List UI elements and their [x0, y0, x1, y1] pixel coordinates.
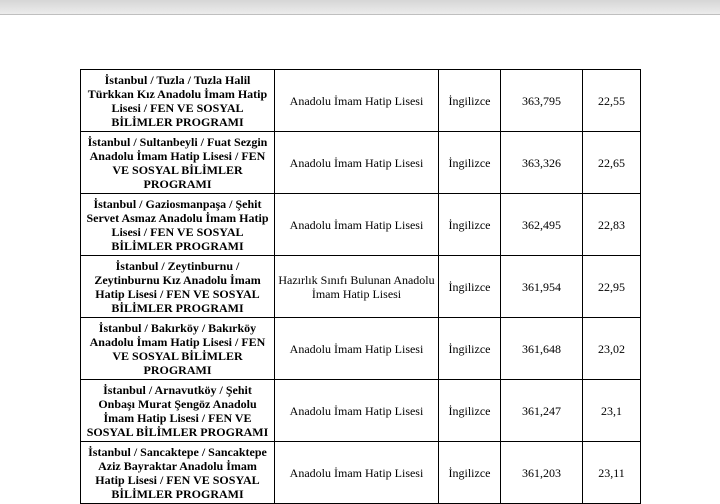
language-cell: İngilizce	[439, 194, 501, 256]
school-type-cell: Anadolu İmam Hatip Lisesi	[275, 70, 439, 132]
percentile-cell: 22,65	[583, 132, 641, 194]
language-cell: İngilizce	[439, 442, 501, 504]
document-page	[0, 15, 720, 500]
table-row	[81, 256, 641, 318]
school-name-cell: İstanbul / Sancaktepe / Sancaktepe Aziz Bayraktar Anadolu İmam Hatip Lisesi / FEN VE SOSYAL BİLİMLER PROGRAMI	[81, 442, 275, 504]
percentile-cell: 22,55	[583, 70, 641, 132]
percentile-cell: 23,11	[583, 442, 641, 504]
score-cell: 361,203	[501, 442, 583, 504]
percentile-cell: 22,83	[583, 194, 641, 256]
percentile-cell: 22,95	[583, 256, 641, 318]
school-name-cell: İstanbul / Gaziosmanpaşa / Şehit Servet Asmaz Anadolu İmam Hatip Lisesi / FEN VE SOSYAL BİLİMLER PROGRAMI	[81, 194, 275, 256]
school-type-cell: Anadolu İmam Hatip Lisesi	[275, 380, 439, 442]
school-type-cell: Anadolu İmam Hatip Lisesi	[275, 442, 439, 504]
language-cell: İngilizce	[439, 256, 501, 318]
school-name-cell: İstanbul / Bakırköy / Bakırköy Anadolu İmam Hatip Lisesi / FEN VE SOSYAL BİLİMLER PROGRAMI	[81, 318, 275, 380]
school-name-cell: İstanbul / Sultanbeyli / Fuat Sezgin Anadolu İmam Hatip Lisesi / FEN VE SOSYAL BİLİMLER PROGRAMI	[81, 132, 275, 194]
percentile-cell: 23,1	[583, 380, 641, 442]
table-row	[81, 132, 641, 194]
table-row	[81, 318, 641, 380]
score-cell: 361,954	[501, 256, 583, 318]
score-cell: 363,326	[501, 132, 583, 194]
school-name-cell: İstanbul / Tuzla / Tuzla Halil Türkkan Kız Anadolu İmam Hatip Lisesi / FEN VE SOSYAL BİLİMLER PROGRAMI	[81, 70, 275, 132]
language-cell: İngilizce	[439, 318, 501, 380]
language-cell: İngilizce	[439, 70, 501, 132]
school-results-table	[80, 69, 641, 504]
language-cell: İngilizce	[439, 380, 501, 442]
table-row	[81, 442, 641, 504]
school-name-cell: İstanbul / Zeytinburnu / Zeytinburnu Kız Anadolu İmam Hatip Lisesi / FEN VE SOSYAL BİLİMLER PROGRAMI	[81, 256, 275, 318]
percentile-cell: 23,02	[583, 318, 641, 380]
score-cell: 361,247	[501, 380, 583, 442]
school-type-cell: Hazırlık Sınıfı Bulunan Anadolu İmam Hatip Lisesi	[275, 256, 439, 318]
viewer-toolbar	[0, 0, 720, 15]
language-cell: İngilizce	[439, 132, 501, 194]
table-row	[81, 70, 641, 132]
school-type-cell: Anadolu İmam Hatip Lisesi	[275, 318, 439, 380]
table-row	[81, 380, 641, 442]
score-cell: 361,648	[501, 318, 583, 380]
score-cell: 363,795	[501, 70, 583, 132]
school-name-cell: İstanbul / Arnavutköy / Şehit Onbaşı Murat Şengöz Anadolu İmam Hatip Lisesi / FEN VE SOSYAL BİLİMLER PROGRAMI	[81, 380, 275, 442]
school-type-cell: Anadolu İmam Hatip Lisesi	[275, 132, 439, 194]
table-row	[81, 194, 641, 256]
score-cell: 362,495	[501, 194, 583, 256]
school-type-cell: Anadolu İmam Hatip Lisesi	[275, 194, 439, 256]
